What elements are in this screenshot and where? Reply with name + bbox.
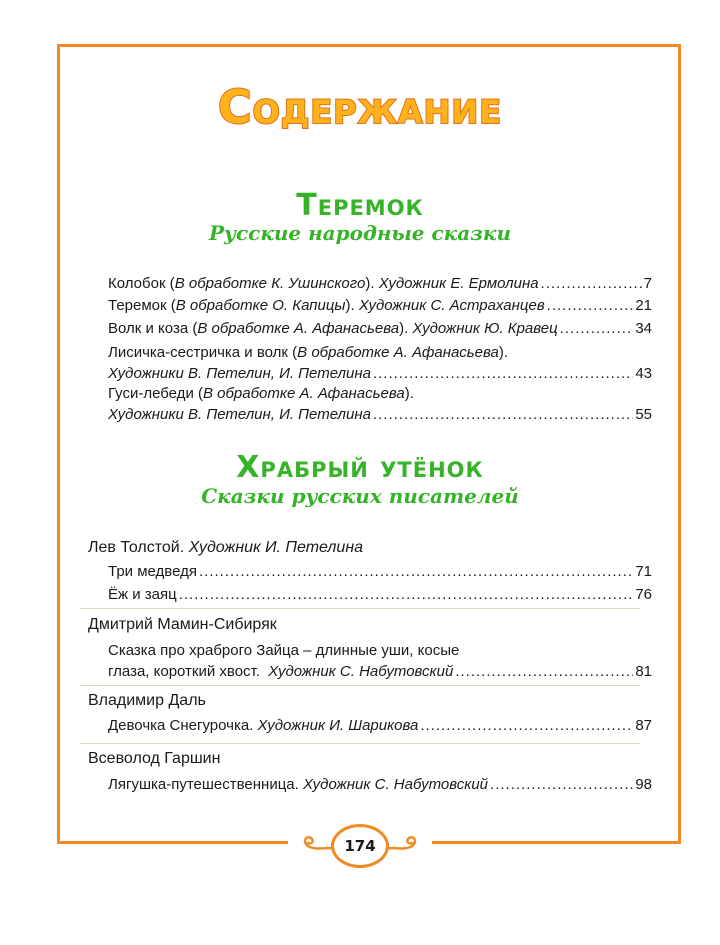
entry-illustrator: Художники В. Петелин, И. Петелина xyxy=(108,365,371,382)
leader-dots xyxy=(560,318,634,339)
page-ref: 76 xyxy=(635,586,652,603)
author-garshin: Всеволод Гаршин xyxy=(88,750,221,767)
leader-dots xyxy=(490,774,633,795)
leader-dots xyxy=(373,363,633,384)
entry-text: Лисичка-сестричка и волк (В обработке А. Афанасьева). xyxy=(108,344,509,361)
entry-text: Ёж и заяц xyxy=(108,586,177,603)
divider xyxy=(80,608,640,609)
toc-entry-lisichka[interactable] xyxy=(108,342,652,384)
entry-text: Колобок (В обработке К. Ушинского). Художник Е. Ермолина xyxy=(108,275,539,292)
entry-illustrator: Художники В. Петелин, И. Петелина xyxy=(108,406,371,423)
entry-text: Лягушка-путешественница. Художник С. Набутовский xyxy=(108,776,489,793)
toc-entry-volk-i-koza[interactable] xyxy=(108,318,652,339)
leader-dots xyxy=(547,295,634,316)
page-ref: 87 xyxy=(635,717,652,734)
author-mamin-sibiryak: Дмитрий Мамин-Сибиряк xyxy=(88,616,277,633)
page-ref: 71 xyxy=(635,563,652,580)
toc-entry-snegurochka[interactable] xyxy=(108,715,652,736)
author-dal: Владимир Даль xyxy=(88,692,206,709)
toc-entry-lyagushka[interactable] xyxy=(108,774,652,795)
entry-text: Волк и коза (В обработке А. Афанасьева). Художник Ю. Кравец xyxy=(108,320,558,337)
leader-dots xyxy=(541,273,642,294)
entry-text-cont: глаза, короткий хвост. Художник С. Набутовский xyxy=(108,663,454,680)
page-ref: 98 xyxy=(635,776,652,793)
page-title: Содержание xyxy=(217,80,503,134)
page-ref: 7 xyxy=(643,275,652,292)
page-ref: 81 xyxy=(635,663,652,680)
toc-entry-kolobok[interactable] xyxy=(108,273,652,294)
toc-entry-hrabryi-zayac[interactable] xyxy=(108,640,652,682)
page-number: 174 xyxy=(331,824,389,868)
page-ref: 34 xyxy=(635,320,652,337)
page-ref: 43 xyxy=(635,365,652,382)
toc-entry-tri-medvedya[interactable] xyxy=(108,561,652,582)
page-ref: 55 xyxy=(635,406,652,423)
entry-text: Гуси-лебеди (В обработке А. Афанасьева). xyxy=(108,385,414,402)
leader-dots xyxy=(373,404,633,425)
author-tolstoy: Лев Толстой. Художник И. Петелина xyxy=(88,539,364,556)
page-ref: 21 xyxy=(635,297,652,314)
entry-text: Теремок (В обработке О. Капицы). Художник С. Астраханцев xyxy=(108,297,545,314)
leader-dots xyxy=(455,661,633,682)
section-subtitle-folk-tales: Русские народные сказки xyxy=(208,221,512,245)
divider xyxy=(80,743,640,744)
section-title-brave-duckling: Храбрый утёнок xyxy=(236,450,484,485)
section-subtitle-russian-writers: Сказки русских писателей xyxy=(201,484,519,508)
entry-text: Три медведя xyxy=(108,563,197,580)
toc-entry-ezh-i-zayac[interactable] xyxy=(108,584,652,605)
leader-dots xyxy=(420,715,633,736)
leader-dots xyxy=(179,584,634,605)
entry-text: Сказка про храброго Зайца – длинные уши, косые xyxy=(108,642,460,659)
toc-entry-gusi-lebedi[interactable] xyxy=(108,383,652,425)
section-title-teremok: Теремок xyxy=(296,188,424,223)
leader-dots xyxy=(199,561,633,582)
page-number-ornament xyxy=(288,822,432,870)
toc-entry-teremok[interactable] xyxy=(108,295,652,316)
entry-text: Девочка Снегурочка. Художник И. Шарикова xyxy=(108,717,419,734)
divider xyxy=(80,685,640,686)
